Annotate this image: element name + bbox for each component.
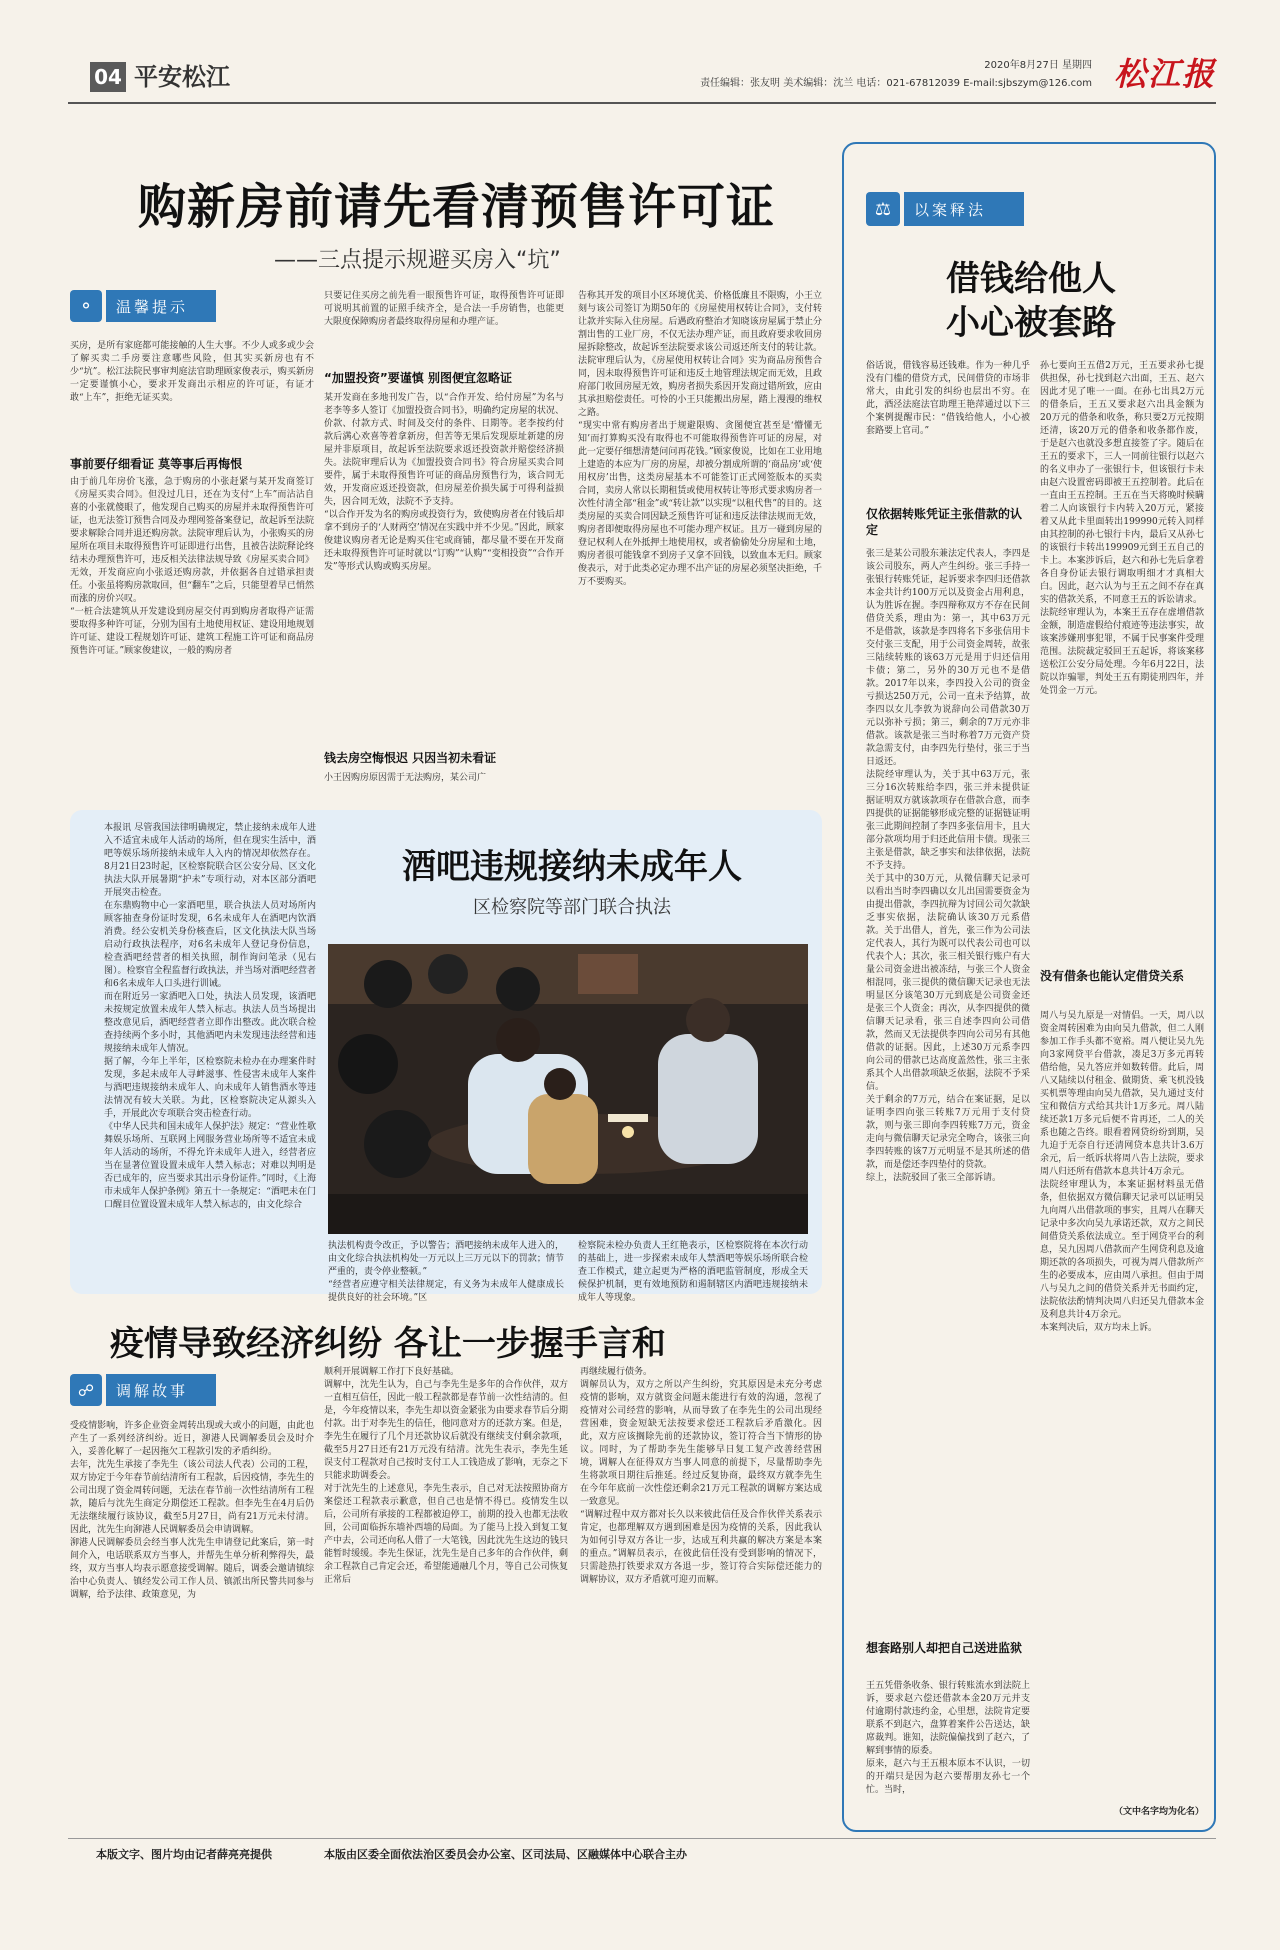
bar-story-subtitle: 区检察院等部门联合执法 — [473, 897, 671, 918]
right-subhead-2: 想套路别人却把自己送进监狱 — [866, 1641, 1023, 1655]
case-law-tag-label: 以案释法 — [904, 192, 1024, 226]
staff-line: 责任编辑：张友明 美术编辑：沈兰 电话：021-67812039 E-mail:sjbszym@126.com — [700, 78, 1092, 89]
right-title-line-1: 借钱给他人 — [946, 259, 1116, 299]
right-col1-body-b: 张三是某公司股东兼法定代表人，李四是该公司股东，两人产生纠纷。张三手持一张银行转账凭证，起诉要求李四归还借款本金共计约100万元以及资金占用利息，认为胜诉在握。李四辩称双方不存在民间借贷关系，理由为：第一，其中63万元不是借款，该款是李四将名下多张信用卡交付张三支配，用于公司资金周转，故张三陆续转账的该63万元是用于归还信用卡债；第二，另外的30万元也不是借款。2017年以来，李四投入公司的资金亏损达250万元，公司一直未予结算，故李四以女儿李敦为说辞向公司借款30万元以弥补亏损；第三，剩余的7万元亦非借款。该款是张三当时称着7万元资产贷款急需支付，由李四先行垫付，张三于当日返还。 法院经审理认为，关于其中63万元，张三分16次转账给李四，张三并未提供证据证明双方就该款项存在借款合意，而李四提供的证据能够形成完整的证据链证明张三此期间控制了李四多张信用卡，且大部分款项均用于归还此信用卡债。现张三主张是借款，缺乏事实和法律依据，法院不予支持。 关于其中的30万元，从微信聊天记录可以看出当时李四确以女儿出国需要资金为由提出借款，李四抗辩为讨回公司欠款缺乏事实依据，法院确认该30万元系借款。关于出借人，首先，张三作为公司法定代表人，其行为既可以代表公司也可以代表个人；其次，张三相关银行账户有大量公司资金进出被冻结，与张三个人资金相混同，张三提供的微信聊天记录也无法明显区分该笔30万元到底是公司资金还是张三个人资金；再次，从李四提供的微信聊天记录看，张三自述李四向公司借款，然而又无法提供李四向公司另有其他借款的证据。因此，上述30万元系李四向公司的借款已达高度盖然性，张三主张系其个人出借款项缺乏依据，法院不予采信。 关于剩余的7万元，结合在案证据，足以证明李四向张三转账7万元用于支付贷款，则与张三即向李四转账7万元，资金走向与微信聊天记录完全吻合，该张三向李四转账的该7万元明显不是其所述的借款，而是偿还李四垫付的贷款。 综上，法院驳回了张三全部诉请。 — [866, 549, 1030, 1183]
gavel-icon: ⚖ — [866, 192, 900, 226]
right-col2-body-b: 周八与吴九原是一对情侣。一天，周八以资金周转困难为由向吴九借款，但二人刚参加工作手头都不宽裕。周八便让吴九先向3家网贷平台借款，凑足3万多元再转借给他，吴九答应并如数转借。此后，周八又陆续以付租金、做期货、乘飞机没钱买机票等理由向吴九借款，吴九通过支付宝和微信方式给其共计1万多元。周八陆续还款1万多元后便不肯再还，二人的关系也随之告终。眼看着网贷纷纷到期，吴九迫于无奈自行还清网贷本息共计3.6万余元，后一纸诉状将周八告上法院，要求周八归还所有借款本息共计4万余元。 法院经审理认为，本案证据材料虽无借条，但依据双方微信聊天记录可以证明吴九向周八出借款项的事实，且周八在聊天记录中多次向吴九承诺还款，双方之间民间借贷关系依法成立。至于网贷平台的利息，吴九因周八借款而产生网贷利息及逾期还款的各项损失，可视为周八借款所产生的必要成本，应由周八承担。但由于周八与吴九之间的借贷关系并无书面约定，法院依法酌情判决周八归还吴九借款本金及利息共计4万余元。 本案判决后，双方均未上诉。 — [1040, 1011, 1204, 1333]
case-law-tag — [866, 192, 1046, 226]
covid-col1-body: 受疫情影响，许多企业资金周转出现或大或小的问题，由此也产生了一系列经济纠纷。近日，泖港人民调解委员会及时介入，妥善化解了一起因拖欠工程款引发的矛盾纠纷。 去年，沈先生承接了李先生（该公司法人代表）公司的工程，双方协定于今年春节前结清所有工程款，后因疫情，李先生的公司出现了资金周转问题，无法在春节前一次性结清所有工程款，随后与沈先生商定分期偿还工程款。但李先生在4月后仍无法继续履行该协议，截至5月27日，尚有21万元未付清。因此，沈先生向泖港人民调解委员会申请调解。 泖港人民调解委员会经当事人沈先生申请登记此案后，第一时间介入，电话联系双方当事人，并帮先生单分析利弊得失，最终，双方当事人均表示愿意接受调解。随后，调委会邀请镇综治中心负责人、镇经发公司工作人员、镇派出所民警共同参与调解，给予法律、政策意见，为 — [70, 1421, 314, 1600]
bar-story-bottom-right: 检察院未检办负责人王红艳表示，区检察院将在本次行动的基础上，进一步探索未成年人禁酒吧等娱乐场所联合检查工作模式，建立起更为严格的酒吧监管制度，形成全天候保护机制，更有效地预防和遏制辖区内酒吧违规接纳未成年人等现象。 — [578, 1241, 808, 1303]
bar-story-title: 酒吧违规接纳未成年人 — [402, 847, 742, 887]
main-col1-body: 由于前几年房价飞涨，急于购房的小张赶紧与某开发商签订《房屋买卖合同》。但没过几日，还在为支付“上车”而沾沾自喜的小张就傻眼了，他发现自己购买的房屋并未取得预售许可证，也无法签订预售合同及办理网签备案登记，故起诉至法院要求解除合同并退还购房款。法院审理后认为，小张购买的房屋所在项目未取得预售许可证即进行出售，且被告法院释论终结未办理预售许可，违反相关法律法规导致《房屋买卖合同》无效，开发商应向小张返还购房款，并依据各自过错承担责任。小张虽将购房款取回，但“翻车”之后，只能望着早已悄然而涨的房价兴叹。 “一桩合法建筑从开发建设到房屋交付再到购房者取得产证需要取得多种许可证，分别为国有土地使用权证、建设用地规划许可证、建设工程规划许可证、建筑工程施工许可证和商品房预售许可证。”顾家俊建议，一般的购房者 — [70, 477, 314, 656]
right-col1-body-c: 王五凭借条收条、银行转账流水到法院上诉，要求赵六偿还借款本金20万元并支付逾期付款违约金，心里想，法院肯定要联系不到赵六，盘算着案件公告送达，缺席裁判。谁知，法院偏偏找到了赵六，了解到事情的原委。 原来，赵六与王五根本原本不认识，一切的开端只是因为赵六要帮朋友孙七一个忙。当时， — [866, 1681, 1030, 1795]
covid-story-title: 疫情导致经济纠纷 各让一步握手言和 — [110, 1324, 666, 1364]
mediation-tag — [70, 1374, 220, 1406]
covid-col2-body: 顺利开展调解工作打下良好基础。 调解中，沈先生认为，自己与李先生是多年的合作伙伴，双方一直相互信任，因此一般工程款都是春节前一次性结清的。但是，今年疫情以来，李先生却以资金紧张为由要求春节后分期付款。出于对李先生的信任，他同意对方的还款方案。但是，李先生在履行了几个月还款协议后就没有继续支付剩余款项，截至5月27日还有21万元没有结清。沈先生表示，李先生延误支付工程款对自己按时支付工人工钱造成了影响，无奈之下只能求助调委会。 对于沈先生的上述意见，李先生表示，自己对无法按照协商方案偿还工程款表示歉意，但自己也是情不得已。疫情发生以后，公司所有承接的工程都被迫停工，前期的投入也都无法收回，公司面临拆东墙补西墙的局面。为了能马上投入到复工复产中去，公司还向私人借了一大笔钱，因此沈先生这边的钱只能暂时缓缓。李先生保证，沈先生是自己多年的合作伙伴，剩余工程款自己肯定会还，希望能通融几个月，等自己公司恢复正常后 — [324, 1367, 568, 1585]
right-col1-body: 俗话说，借钱容易还钱难。作为一种几乎没有门槛的借贷方式，民间借贷的市场非常大，由此引发的纠纷也层出不穷。在此，酒泾法庭法官助理王艳萍通过以下三个案例提醒市民：“借钱给他人，小心被套路要上官司。” — [866, 361, 1030, 436]
main-subhead-3: 钱去房空悔恨迟 只因当初未看证 — [324, 751, 497, 765]
right-byline: （文中名字均为化名） — [1113, 1807, 1204, 1817]
mediation-tag-label: 调解故事 — [106, 1374, 216, 1406]
newspaper-logo: 松江报 — [1113, 55, 1216, 93]
main-col2-body: 只要记住买房之前先看一眼预售许可证，取得预售许可证即可说明其前置的证照手续齐全，是合法一手房销售，也能更大限度保障购房者最终取得房屋和办理产证。 — [324, 291, 564, 327]
main-col2-body-c: 小王因购房原因需于无法购房，某公司广 — [324, 773, 487, 783]
page-number: 04 — [90, 62, 126, 92]
right-subhead-1: 仅依据转账凭证主张借款的认定 — [866, 507, 1023, 537]
bar-story-left-body: 本报讯 尽管我国法律明确规定，禁止接纳未成年人进入不适宜未成年人活动的场所，但在现实生活中，酒吧等娱乐场所接纳未成年人入内的情况却依然存在。8月21日23时起，区检察院联合区公安分局、区文化执法大队开展暑期“护未”专项行动，对本区部分酒吧开展突击检查。 在东鼎购物中心一家酒吧里，联合执法人员对场所内顾客抽查身份证时发现，6名未成年人在酒吧内饮酒消费。经公安机关身份核查后，区文化执法大队当场启动行政执法程序，对6名未成年人登记身份信息，检查酒吧经营者的相关执照，制作询问笔录（见右图）。检察官全程监督行政执法，并当场对酒吧经营者和6名未成年人口头进行训诫。 而在附近另一家酒吧入口处，执法人员发现，该酒吧未按规定放置未成年人禁入标志。执法人员当场提出整改意见后，酒吧经营者立即作出整改。此次联合检查持续两个多小时，其他酒吧内未发现违法经营和违规接纳未成年人情况。 据了解，今年上半年，区检察院未检办在办理案件时发现，多起未成年人寻衅滋事、性侵害未成年人案件与酒吧违规接纳未成年人、向未成年人销售酒水等违法情况有较大关联。为此，区检察院决定从源头入手，开展此次专项联合突击检查行动。 《中华人民共和国未成年人保护法》规定：“营业性歌舞娱乐场所、互联网上网服务营业场所等不适宜未成年人活动的场所，不得允许未成年人进入，经营者应当在显著位置设置未成年人禁入标志；对难以判明是否已成年的，应当要求其出示身份证件。”同时，《上海市未成年人保护条例》第五十一条规定：“酒吧未在门口醒目位置设置未成年人禁入标志的，由文化综合 — [104, 823, 316, 1210]
main-col3-body: 告称其开发的项目小区环境优美、价格低廉且不限购，小王立刻与该公司签订为期50年的《房屋使用权转让合同》，支付转让款并实际入住房屋。后遇政府整治才知晓该房屋属于禁止分割出售的工业厂房，不仅无法办理产证，而且政府要求收回房屋拆除整改，故起诉至法院要求该公司返还所支付的转让款。法院审理后认为，《房屋使用权转让合同》实为商品房预售合同，因未取得预售许可证和违反土地管理法规定而无效，且政府部门收回房屋无效，购房者损失系因开发商过错所致，应由其承担赔偿责任。可怜的小王只能搬出房屋，踏上漫漫的维权之路。 “现实中常有购房者出于规避限购、贪图便宜甚至是‘懵懂无知’而打算购买没有取得也不可能取得预售许可证的房屋，对此一定要仔细想清楚问问再花钱。”顾家俊说，比如在工业用地上建造的本应为厂房的房屋，却被分割成所谓的‘商品房’或‘使用权房’出售，这类房屋基本不可能签订正式网签版本的买卖合同，卖房人常以长期租赁或使用权转让等形式要求购房者一次性付清全部“租金”或“转让款”以实现“以租代售”的目的。这类房屋的买卖合同因缺乏预售许可证和违反法律法规而无效，购房者即便取得房屋也不可能办理产权证。且万一碰到房屋的登记权利人在外抵押土地使用权，或者偷偷处分房屋和土地，购房者很可能钱拿不到房子又拿不回钱，以致血本无归。顾家俊表示，对于此类必定办理不出产证的房屋必须坚决拒绝，千万不要购买。 — [578, 291, 822, 587]
main-subtitle: ——三点提示规避买房入“坑” — [274, 248, 561, 273]
section-name: 平安松江 — [134, 63, 230, 91]
lightbulb-icon: ⚬ — [70, 290, 102, 322]
right-subhead-3: 没有借条也能认定借贷关系 — [1040, 969, 1185, 983]
handshake-icon: ☍ — [70, 1374, 102, 1406]
masthead — [68, 50, 1216, 104]
footer-rule — [68, 1838, 1216, 1839]
main-lead: 买房，是所有家庭都可能接触的人生大事。不少人或多或少会了解买卖二手房要注意哪些风险，但其实买新房也有不少“坑”。松江法院民事审判庭法官助理顾家俊表示，购买新房一定要谨慎小心，要求开发商出示相应的许可证，有证才敢“上车”，拒绝无证买卖。 — [70, 341, 314, 403]
tip-tag-label: 温馨提示 — [106, 290, 216, 322]
main-subhead-2: “加盟投资”要谨慎 别图便宜忽略证 — [324, 371, 512, 385]
tip-tag — [70, 290, 220, 322]
bar-inspection-photo-art — [328, 944, 808, 1234]
right-title-line-2: 小心被套路 — [946, 303, 1116, 343]
bar-story-bottom-mid: 执法机构责令改正，予以警告；酒吧接纳未成年人进入的，由文化综合执法机构处一万元以上三万元以下的罚款；情节严重的，责令停业整顿。” “经营者应遵守相关法律规定，有义务为未成年人健康成长提供良好的社会环境。”区 — [328, 1241, 564, 1303]
right-col2-body: 孙七要向王五借2万元，王五要求孙七提供担保，孙七找到赵六出面，王五、赵六因此才见了唯一一面。在孙七出具2万元的借条后，王五又要求赵六出具金额为20万元的借条和收条，称只要2万元按期还清，该20万元的借条和收条都作废，于是赵六也就没多想直接签了字。随后在王五的要求下，三人一同前往银行以赵六的名义申办了一张银行卡，但该银行卡未由赵六设置密码即被王五控制着。此后在一直由王五控制。王五在当天将晚时候瞒着二人向该银行卡内转入20万元，紧接着又从此卡里面转出199990元转入同样由其控制的孙七银行卡内，最后又从孙七的该银行卡转出199909元到王五自己的卡上。本案涉诉后，赵六和孙七先后拿着各自身份证去银行调取明细才才真相大白。因此，赵六认为与王五之间不存在真实的借款关系，不同意王五的诉讼请求。 法院经审理认为，本案王五存在虚增借款金额，制造虚假给付痕迹等违法事实，故该案涉嫌刑事犯罪，不属于民事案件受理范围。法院裁定驳回王五起诉，将该案移送松江公安分局处理。今年6月22日，法院以诈骗罪，判处王五有期徒刑四年，并处罚金一万元。 — [1040, 361, 1204, 696]
covid-col3-body: 再继续履行债务。 调解员认为，双方之所以产生纠纷，究其原因是未充分考虑疫情的影响，双方就资金问题未能进行有效的沟通，忽视了疫情对公司经营的影响，从而导致了在李先生的公司出现经营困难，资金短缺无法按要求偿还工程款后矛盾激化。因此，双方应该搁除先前的还款协议，签订符合当下情形的协议。同时，为了帮助李先生能够早日复工复产改善经营困境，调解人在征得双方当事人同意的前提下，尽量帮助李先生将款项日期往后推延。经过反复协商，最终双方就李先生在今年年底前一次性偿还剩余21万元工程款的调解方案达成一致意见。 “调解过程中双方都对长久以来彼此信任及合作伙伴关系表示肯定，也都理解双方遇到困难是因为疫情的关系，因此我认为如何引导双方各让一步，达成互利共赢的解决方案是本案的重点。”调解员表示，在彼此信任没有受到影响的情况下，只需趁热打铁要求双方各退一步，签订符合实际偿还能力的调解协议，双方矛盾就可迎刃而解。 — [580, 1367, 822, 1585]
bar-inspection-photo — [328, 944, 808, 1234]
main-headline: 购新房前请先看清预售许可证 — [138, 179, 776, 235]
date-line: 2020年8月27日 星期四 — [984, 60, 1092, 71]
footer-credit-left: 本版文字、图片均由记者薛亮亮提供 — [96, 1848, 272, 1861]
footer-credit-right: 本版由区委全面依法治区委员会办公室、区司法局、区融媒体中心联合主办 — [324, 1848, 687, 1861]
main-subhead-1: 事前要仔细看证 莫等事后再悔恨 — [70, 457, 243, 471]
main-col2-body-b: 某开发商在多地刊发广告，以“合作开发、给付房屋”为名与老李等多人签订《加盟投资合同书》，明确约定房屋的状况、价款、付款方式、时间及交付的条件、日期等。老李按约付款后满心欢喜等着拿新房，但苦等无果后发现原址新建的房屋并非原项目，故起诉至法院要求返还投资款并赔偿经济损失。法院审理后认为《加盟投资合同书》符合房屋买卖合同要件，属于未取得预售许可证的商品房预售行为，该合同无效，开发商应返还投资款，但房屋差价损失属于可得利益损失，因合同无效，法院不予支持。 “以合作开发为名的购房或投资行为，致使购房者在付钱后却拿不到房子的‘人财两空’情况在实践中并不少见。”因此，顾家俊建议购房者无论是购买住宅或商铺，都尽量不要在开发商还未取得预售许可证时就以“订购”“认购”“变相投资”“合作开发”等形式认购或购买房屋。 — [324, 393, 564, 572]
